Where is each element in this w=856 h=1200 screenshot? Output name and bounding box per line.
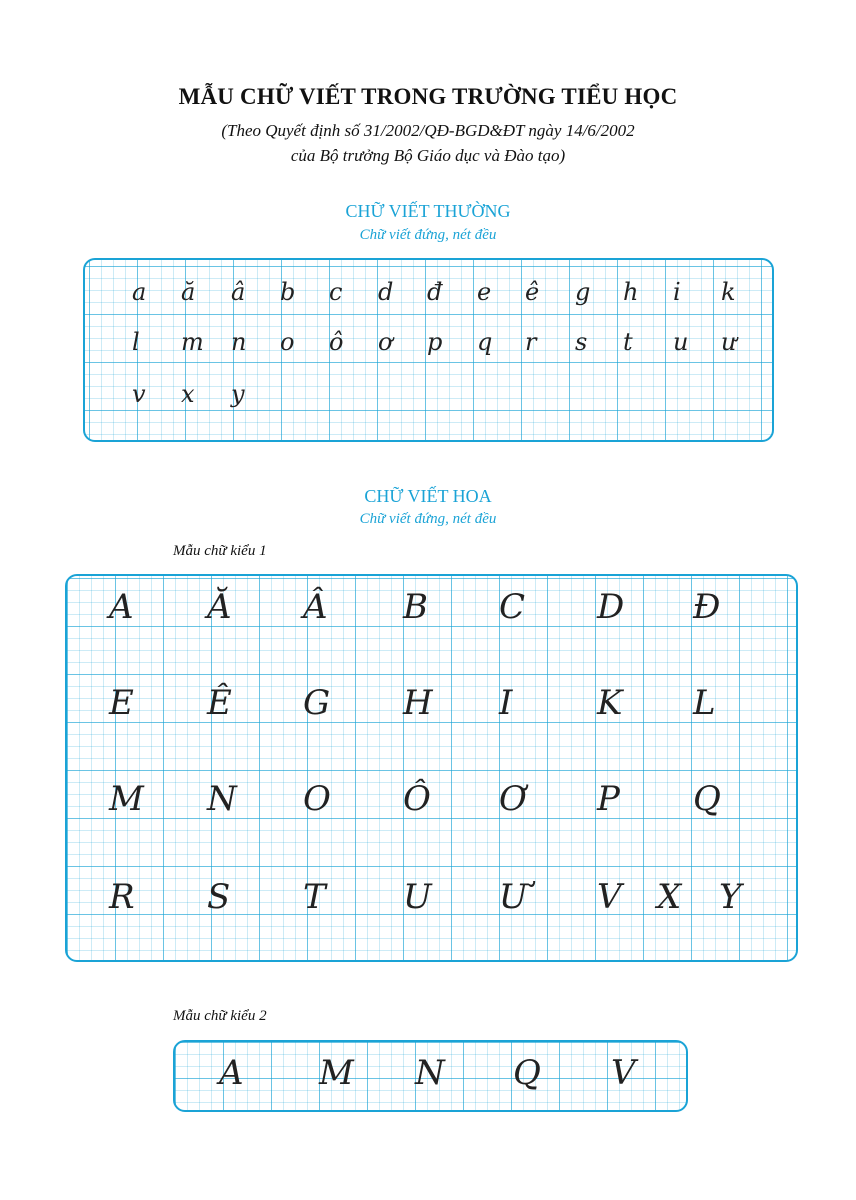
uppercase-letter: A [109, 587, 134, 627]
uppercase-letter: O [303, 779, 331, 819]
lowercase-letter: ơ [378, 328, 393, 356]
subtitle-line-1: (Theo Quyết định số 31/2002/QĐ-BGD&ĐT ngày 14/6/2002 [221, 121, 635, 140]
lowercase-letter: u [673, 328, 689, 356]
uppercase-section-title: CHỮ VIẾT HOA [364, 486, 492, 506]
style2-letter: A [219, 1053, 244, 1093]
uppercase-letter: N [207, 779, 237, 819]
style2-letter: M [319, 1053, 354, 1093]
uppercase-letter: Ă [207, 587, 232, 627]
lowercase-letter: o [280, 328, 295, 356]
lowercase-letter: â [231, 278, 246, 306]
subtitle-line-2: của Bộ trưởng Bộ Giáo dục và Đào tạo) [290, 146, 566, 165]
uppercase-letter: D [597, 587, 625, 627]
lowercase-letter: m [181, 328, 204, 356]
uppercase-letter: Ô [403, 779, 431, 819]
uppercase-letter: C [499, 587, 526, 627]
uppercase-letter: S [207, 877, 231, 917]
lowercase-letter: đ [427, 278, 443, 306]
lowercase-letter: v [132, 380, 146, 408]
uppercase-letter: I [499, 683, 513, 723]
uppercase-letter: L [693, 683, 716, 723]
uppercase-letter: Â [303, 587, 328, 627]
lowercase-letter: g [575, 278, 591, 306]
lowercase-letter: h [623, 278, 639, 306]
lowercase-letter: y [231, 380, 245, 408]
lowercase-letter: k [721, 278, 736, 306]
uppercase-letter: K [597, 683, 623, 723]
lowercase-letter: d [378, 278, 394, 306]
uppercase-letter: R [109, 877, 135, 917]
lowercase-letter: b [280, 278, 296, 306]
uppercase-letter: Q [693, 779, 721, 819]
lowercase-letter: ê [525, 278, 540, 306]
uppercase-letter: X [657, 877, 682, 917]
style2-letter: N [415, 1053, 445, 1093]
uppercase-section-subtitle: Chữ viết đứng, nét đều [359, 511, 497, 527]
lowercase-letter: ă [181, 278, 196, 306]
lowercase-letter: x [181, 380, 195, 408]
style2-label: Mẫu chữ kiểu 2 [173, 1008, 267, 1024]
uppercase-letter: M [109, 779, 144, 819]
uppercase-style2-grid-box [173, 1040, 688, 1112]
lowercase-section-title: CHỮ VIẾT THƯỜNG [345, 201, 511, 221]
lowercase-section-subtitle: Chữ viết đứng, nét đều [359, 227, 497, 243]
uppercase-letter: G [303, 683, 331, 723]
lowercase-letter: n [231, 328, 247, 356]
lowercase-letter: q [477, 328, 493, 356]
uppercase-style1-grid-box [65, 574, 798, 962]
lowercase-letter: r [525, 328, 537, 356]
lowercase-grid-box [83, 258, 774, 442]
uppercase-letter: P [597, 779, 620, 819]
lowercase-letter: i [673, 278, 681, 306]
lowercase-letter: l [132, 328, 140, 356]
uppercase-letter: Ê [207, 683, 232, 723]
uppercase-letter: E [109, 683, 134, 723]
uppercase-letter: H [403, 683, 433, 723]
lowercase-letter: ư [721, 328, 737, 356]
style1-label: Mẫu chữ kiểu 1 [173, 543, 267, 559]
lowercase-letter: a [132, 278, 147, 306]
style2-letter: V [611, 1053, 636, 1093]
uppercase-letter: Đ [693, 587, 721, 627]
lowercase-letter: e [477, 278, 492, 306]
uppercase-letter: V [597, 877, 622, 917]
style2-letter: Q [513, 1053, 541, 1093]
uppercase-letter: Ư [499, 877, 528, 917]
lowercase-letter: ô [329, 328, 344, 356]
lowercase-letter: s [575, 328, 588, 356]
uppercase-letter: U [403, 877, 432, 917]
lowercase-letter: c [329, 278, 343, 306]
uppercase-letter: Ơ [499, 779, 527, 819]
page-title: MẪU CHỮ VIẾT TRONG TRƯỜNG TIỂU HỌC [178, 84, 678, 109]
uppercase-letter: Y [719, 877, 742, 917]
uppercase-letter: T [303, 877, 326, 917]
uppercase-letter: B [403, 587, 428, 627]
lowercase-letter: t [623, 328, 633, 356]
lowercase-letter: p [427, 328, 443, 356]
